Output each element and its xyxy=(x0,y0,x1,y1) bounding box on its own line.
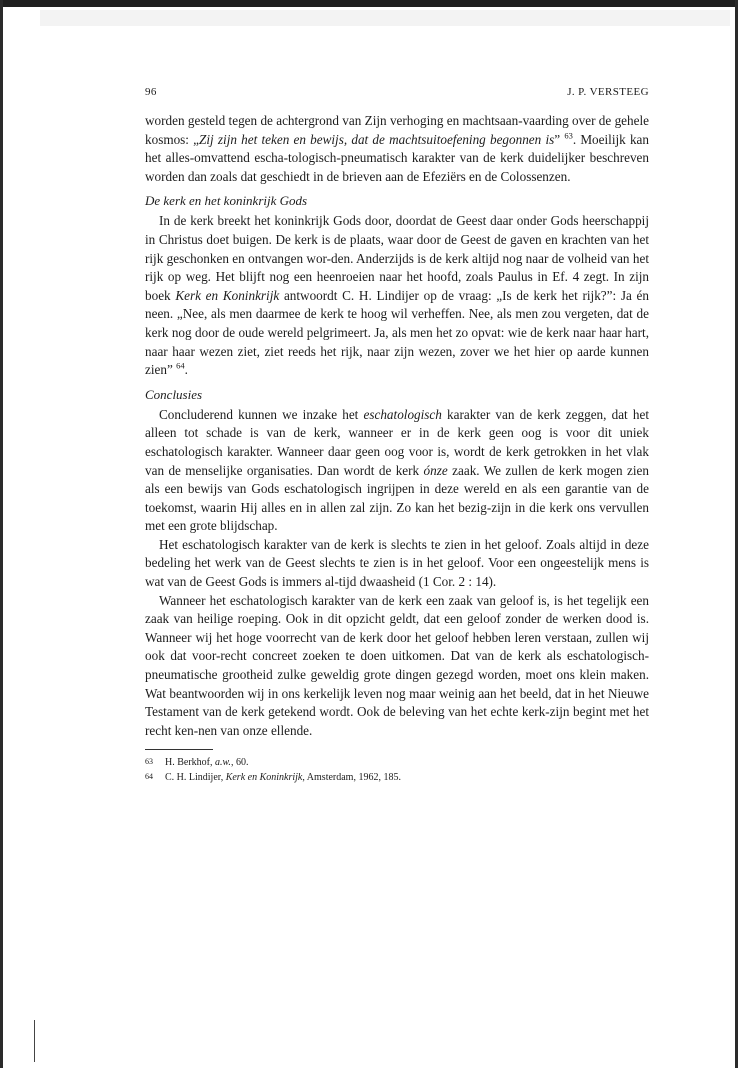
scan-top-edge xyxy=(0,0,738,7)
footnote-divider xyxy=(145,749,213,750)
running-header xyxy=(145,86,649,102)
footnote-emphasis: a.w. xyxy=(215,757,231,769)
footnote-text: , 60. xyxy=(230,757,249,769)
footnote-number: 64 xyxy=(145,772,153,782)
book-title: Kerk en Koninkrijk xyxy=(175,287,280,303)
document-page xyxy=(145,86,649,785)
paragraph-conclusies-2: Het eschatologisch karakter van de kerk is slechts te zien in het geloof. Zoals altijd in deze bedeling het werk van de Geest slechts te zien is in het geloof. Voor een ongeestelijk mens is wat van de Geest Gods is immers al-tijd dwaasheid (1 Cor. 2 : 14). xyxy=(145,536,649,590)
section-heading-koninkrijk: De kerk en het koninkrijk Gods xyxy=(145,193,308,209)
paragraph-koninkrijk xyxy=(145,212,649,379)
conclusies-text-b: karakter van de kerk zeggen, dat het alleen tot schade is van de kerk, wanneer er in de kerk geen oog is voor dit uniek eschatologisch karakter. Wanneer daar geen oog voor is, wordt de kerk getrokken in het vlak van de menselijke organisaties. Dan wordt de kerk xyxy=(145,406,649,478)
footnote-64 xyxy=(145,770,649,785)
footnote-number: 63 xyxy=(145,757,153,767)
footnote-text: , Amsterdam, 1962, 185. xyxy=(302,772,401,784)
running-title: J. P. VERSTEEG xyxy=(567,86,649,98)
paragraph-conclusies-1 xyxy=(145,406,649,536)
intro-text-2: ” xyxy=(554,131,565,147)
koninkrijk-text-2: antwoordt C. H. Lindijer op de vraag: „Is de kerk het rijk?”: Ja én neen. „Nee, als men daarmee de kerk te hoog wil verheffen. Nee, als men zou vergeten, dat de kerk nog door de oude wereld pelgrimeert. Ja, als men het zo opvat: wie de kerk naar haar hart, naar haar wezen ziet, ziet reeds het rijk, naar zijn wezen, zover we het hier op aarde kunnen zien” xyxy=(145,287,649,378)
footnote-ref-63[interactable]: 63 xyxy=(564,130,573,141)
body-text xyxy=(145,112,649,740)
footnote-63 xyxy=(145,755,649,770)
scan-margin-mark xyxy=(34,1020,35,1062)
footnote-text: C. H. Lindijer, xyxy=(165,772,226,784)
intro-text-3: . Moeilijk kan het alles-omvattend escha-tologisch-pneumatisch karakter van de kerk duidelijker beschreven worden dan zoals dat geschiedt in de brieven aan de Efeziërs en de Colossenzen. xyxy=(145,131,649,184)
footnote-text: H. Berkhof, xyxy=(165,757,215,769)
paragraph-intro xyxy=(145,112,649,186)
footnote-ref-64[interactable]: 64 xyxy=(176,360,185,371)
conclusies-text-c: zaak. We zullen de kerk mogen zien als een bewijs van Gods eschatologisch ingrijpen in deze wereld en als een garantie van de toekomst, waarin Hij alles en in allen zal zijn. Zo kan het bezig-zijn in die kerk ons vervullen met een grote blijdschap. xyxy=(145,462,649,534)
intro-quote: Zij zijn het teken en bewijs, dat de machtsuitoefening begonnen is xyxy=(199,131,555,147)
koninkrijk-text-3: . xyxy=(184,362,188,378)
koninkrijk-text-1: In de kerk breekt het koninkrijk Gods door, doordat de Geest daar onder Gods heerschappij in Christus doet buigen. De kerk is de plaats, waar door de Geest de gaven en krachten van het rijk geschonken en ontvangen wor-den. Anderzijds is de kerk altijd nog naar de volheid van het rijk op weg. Het blijft nog een heenroeien naar het hoofd, zoals Paulus in Ef. 4 zegt. In zijn boek xyxy=(145,213,649,303)
section-heading-conclusies: Conclusies xyxy=(145,386,203,402)
footnote-emphasis: Kerk en Koninkrijk xyxy=(225,772,303,784)
scan-left-edge xyxy=(0,0,3,1068)
scan-shadow-band xyxy=(40,10,730,26)
emphasis-onze: ónze xyxy=(423,462,448,478)
conclusies-text-a: Concluderend kunnen we inzake het xyxy=(159,406,364,422)
intro-text-1: worden gesteld tegen de achtergrond van Zijn verhoging en machtsaan-vaarding over de gehele kosmos: „ xyxy=(145,113,649,147)
emphasis-eschatologisch: eschatologisch xyxy=(363,406,442,422)
paragraph-conclusies-3: Wanneer het eschatologisch karakter van de kerk een zaak van geloof is, is het tegelijk een zaak van heilige roeping. Ook in dit opzicht geldt, dat een geloof zonder de werken dood is. Wanneer wij het hoge voorrecht van de kerk door het geloof hebben leren verstaan, zullen wij ook dat voor-recht concreet zoeken te doen uitkomen. Dat van de kerk als eschatologisch-pneumatische grootheid zulke geweldig grote dingen gezegd worden, moet ons klein maken. Wat beantwoorden wij in ons kerkelijk leven nog maar weinig aan het beeld, dat in het Nieuwe Testament van de kerk getekend wordt. Ook de beleving van het echte kerk-zijn begint met het recht ken-nen van onze ellende. xyxy=(145,592,649,738)
page-number: 96 xyxy=(145,86,157,98)
